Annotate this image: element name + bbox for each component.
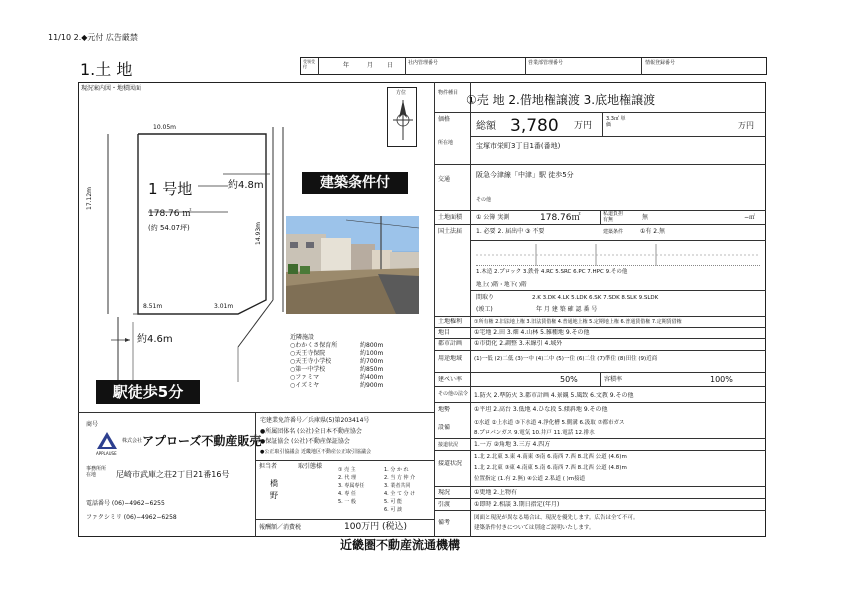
map-section-label: 現況案内図・地積図面: [81, 85, 142, 92]
north-label: 方位: [396, 90, 407, 96]
license-number: 宅建業免許番号／兵庫県(5)第203414号: [260, 417, 370, 424]
fee-label: 報酬額／消費税: [259, 524, 302, 531]
road-bottom-width: 約4.6m: [137, 334, 173, 345]
facility-item: [290, 358, 420, 366]
shape-value: 1.一方 ②角地 3.三方 4.四方: [474, 441, 551, 448]
land-area-label: 土地面積: [438, 214, 463, 221]
city-plan-value: ①市街化 2.調整 3.未線引 4.域外: [474, 340, 563, 347]
lot-title: 1 号地: [148, 180, 193, 198]
far-label: 容積率: [604, 376, 623, 383]
mode-item: ① 売 主: [338, 467, 356, 473]
lot-tsubo: (約 54.07坪): [148, 224, 190, 232]
price-unit: 万円: [574, 121, 593, 131]
mode-item: 5. 可 能: [384, 499, 402, 505]
land-category-value: ①宅地 2.田 3.畑 4.山林 5.雑種地 9.その他: [474, 329, 590, 336]
transport-value: 阪急今津線「中津」駅 徒歩5分: [476, 171, 574, 179]
mode-item: 3. 専属専任: [338, 483, 365, 489]
land-law-label: 国土法届: [438, 228, 463, 235]
site-photo: [286, 216, 419, 314]
dim-bottom-right: 3.01m: [214, 303, 234, 310]
total-label: 総額: [476, 121, 496, 132]
note-1: 図面と現況が異なる場合は、現況を優先します。広告は全て不可。: [474, 515, 639, 521]
facility-item: [290, 382, 420, 390]
zoning-value: (1)一低 (2)二低 (3)一中 (4)二中 (5)一住 (6)二住 (7)準住 (8)田住 (9)近商: [474, 356, 658, 362]
coverage-label: 建ぺい率: [438, 376, 463, 383]
rights-value: ①所有権 2.旧法地上権 3.旧法賃借権 4.普通地上権 5.定期地上権 6.普通賃借権 7.定期賃借権: [474, 319, 682, 325]
facility-name: ○ファミマ: [290, 374, 320, 381]
mode-item: 4. 全 て 分 け: [384, 491, 416, 497]
zoning-label: 用途地域: [438, 355, 463, 362]
date-year: 年: [343, 62, 350, 69]
address-label: 事務所所在地: [86, 466, 107, 478]
facility-name: ○第一中学校: [290, 366, 326, 373]
mode-item: 6. 可 談: [384, 507, 402, 513]
facility-item: [290, 366, 420, 374]
road-right-width: 約4.8m: [228, 180, 264, 191]
facility-item: [290, 342, 420, 350]
internal-label: 社内管理番号: [408, 60, 439, 66]
completion-value: 年 月 建 築 確 認 番 号: [536, 306, 598, 313]
person-1: 橋: [270, 479, 278, 488]
structure-options: 1.木造 2.プロック 3.鉄骨 4.RC 5.SRC 6.PC 7.HPC 9.その他: [476, 269, 628, 275]
terrain-value: ①平坦 2.高台 3.低地 4.ひな段 5.傾斜地 9.その他: [474, 406, 608, 413]
fee-value: 100万円 (税込): [344, 522, 408, 532]
facility-distance: 約700m: [360, 358, 384, 365]
facility-item: [290, 374, 420, 382]
facility-distance: 約400m: [360, 374, 384, 381]
transport-other: その他: [476, 197, 492, 203]
location-label: 所在地: [438, 140, 454, 146]
mode-item: 5. 一 般: [338, 499, 356, 505]
facility-distance: 約900m: [360, 382, 384, 389]
mode-item: 2. 当 方 仲 介: [384, 475, 416, 481]
road-3: 位置指定 (1.有 2.無) ④公道 2.私道 ( )m接道: [474, 476, 586, 482]
company-logo-icon: [96, 431, 118, 451]
utility-value-2: 8.プロパンガス 9.電気 10.井戸 11.電話 12.排水: [474, 430, 595, 436]
company-logo-text: APPLAUSE: [96, 451, 117, 456]
layout-label: 間取り: [476, 294, 495, 301]
price-value: 3,780: [510, 116, 559, 136]
utility-label: 設備: [438, 424, 451, 431]
company-name: アプローズ不動産販売: [142, 434, 262, 448]
mode-item: 1. 分 か れ: [384, 467, 409, 473]
dim-right: 14.93m: [255, 221, 262, 245]
type-label: 物件種目: [438, 90, 459, 96]
document-title: 1.土 地: [80, 60, 133, 79]
person-2: 野: [270, 491, 278, 500]
mode-item: 3. 業者共同: [384, 483, 411, 489]
transaction-modes: [338, 466, 382, 506]
association-1: ●所属団体名 (公社)全日本不動産協会: [260, 428, 362, 435]
station-walk-banner: 駅徒歩5分: [96, 380, 200, 404]
private-road-value: 無: [642, 214, 649, 221]
type-value: ①売 地 2.借地権譲渡 3.底地権譲渡: [466, 93, 656, 107]
price-label: 価格: [438, 116, 451, 123]
facility-item: [290, 350, 420, 358]
building-condition-banner: 建築条件付: [302, 172, 408, 194]
date-day: 日: [387, 62, 394, 69]
build-cond-value: ①有 2.無: [640, 228, 666, 235]
facilities-list: [290, 342, 420, 390]
top-note: 11/10 2.◆元付 広告厳禁: [48, 33, 138, 42]
footer-organization: 近畿圏不動産流通機構: [340, 538, 461, 552]
build-cond-label: 建築条件: [603, 229, 624, 235]
layout-options: 2.K 3.DK 4.LK 5.LDK 6.SK 7.SDK 8.SLK 9.SLDK: [532, 295, 659, 301]
dim-left: 17.12m: [86, 186, 93, 210]
other-law-label: その他の法令: [438, 391, 469, 397]
current-value: ①更地 2.上物有: [474, 489, 518, 496]
per-tsubo-label: 3.3㎡ 単 価: [606, 116, 626, 128]
reins-label: 情報登録番号: [645, 60, 676, 66]
per-tsubo-unit: 万円: [738, 121, 754, 130]
current-label: 現況: [438, 489, 451, 496]
utility-value: ①水道 ②上水道 ③下水道 4.浄化槽 5.側溝 6.汲取 ⑦都市ガス: [474, 420, 625, 426]
company-address: 尼崎市武庫之荘2丁目21番16号: [116, 470, 230, 479]
agent-label: 商号: [86, 421, 99, 428]
location-value: 宝塚市栄町3丁目1番(番地): [476, 142, 561, 150]
coverage-value: 50%: [560, 375, 578, 384]
delivery-value: ①即時 2.相談 3.期日指定(年月): [474, 501, 560, 508]
completion-label: (竣工): [476, 306, 493, 313]
association-2: ●保証協会 (公社)不動産保証協会: [260, 438, 350, 445]
note-label: 備考: [438, 519, 451, 526]
city-plan-label: 都市計画: [438, 340, 463, 347]
structure-grid: [476, 244, 760, 266]
contact-label: 取引態様: [298, 463, 323, 470]
road-label: 接道状況: [438, 460, 463, 467]
company-fax: ファクシミリ (06)−4962−6258: [86, 514, 177, 521]
land-area-value: 178.76㎡: [540, 213, 581, 223]
dept-label: 営業部管理番号: [528, 60, 564, 66]
dim-top: 10.05m: [153, 124, 177, 131]
company-tel: 電話番号 (06)−4962−6255: [86, 500, 165, 507]
stamp-bar: [300, 57, 767, 75]
private-road-label: 私道負担 有無: [603, 211, 624, 223]
date-month: 月: [367, 62, 374, 69]
transport-label: 交通: [438, 176, 451, 183]
land-law-value: 1. 必要 2. 届出中 ③ 不要: [476, 228, 545, 235]
facility-name: ○天王寺保院: [290, 350, 326, 357]
facility-name: ○イズミヤ: [290, 382, 320, 389]
person-label: 担当者: [259, 463, 278, 470]
association-3: ●公正取引協議会 近畿地区不動産公正取引協議会: [260, 449, 371, 455]
far-value: 100%: [710, 375, 733, 384]
facilities-title: 近隣施設: [290, 334, 315, 341]
facility-distance: 約800m: [360, 342, 384, 349]
shape-label: 接道状況: [438, 442, 459, 448]
terrain-label: 地勢: [438, 406, 451, 413]
road-1: 1.北 2.北東 3.東 4.南東 ⑤南 6.南西 7.西 8.北西 公道 (4.6)m: [474, 454, 627, 460]
company-small: 株式会社: [122, 438, 143, 444]
note-2: 建築条件付きについては別途ご説明いたします。: [474, 525, 595, 531]
transaction-modes-2: [384, 466, 432, 514]
land-area-type: ① 公簿 実測: [476, 214, 510, 221]
dim-bottom-left: 8.51m: [143, 303, 163, 310]
lot-area: 178.76 ㎡: [148, 209, 192, 219]
private-road-area: −㎡: [744, 214, 756, 221]
mode-item: 2. 代 理: [338, 475, 356, 481]
delivery-label: 引渡: [438, 501, 451, 508]
facility-name: ○天王寺小学校: [290, 358, 332, 365]
facility-name: ○わかくさ保育所: [290, 342, 338, 349]
floors-row: 地上( )階・地下( )階: [476, 282, 527, 288]
land-category-label: 地目: [438, 329, 451, 336]
received-label: 受領受付: [303, 59, 315, 69]
other-law-value: 1.防火 2.準防火 3.都市計画 4.景観 5.風致 6.文教 9.その他: [474, 392, 634, 399]
facility-distance: 約100m: [360, 350, 384, 357]
rights-label: 土地権利: [438, 318, 463, 325]
road-2: 1.北 2.北東 ③東 4.南東 5.南 6.南西 7.西 8.北西 公道 (4.8)m: [474, 465, 627, 471]
mode-item: 4. 専 任: [338, 491, 356, 497]
facility-distance: 約850m: [360, 366, 384, 373]
